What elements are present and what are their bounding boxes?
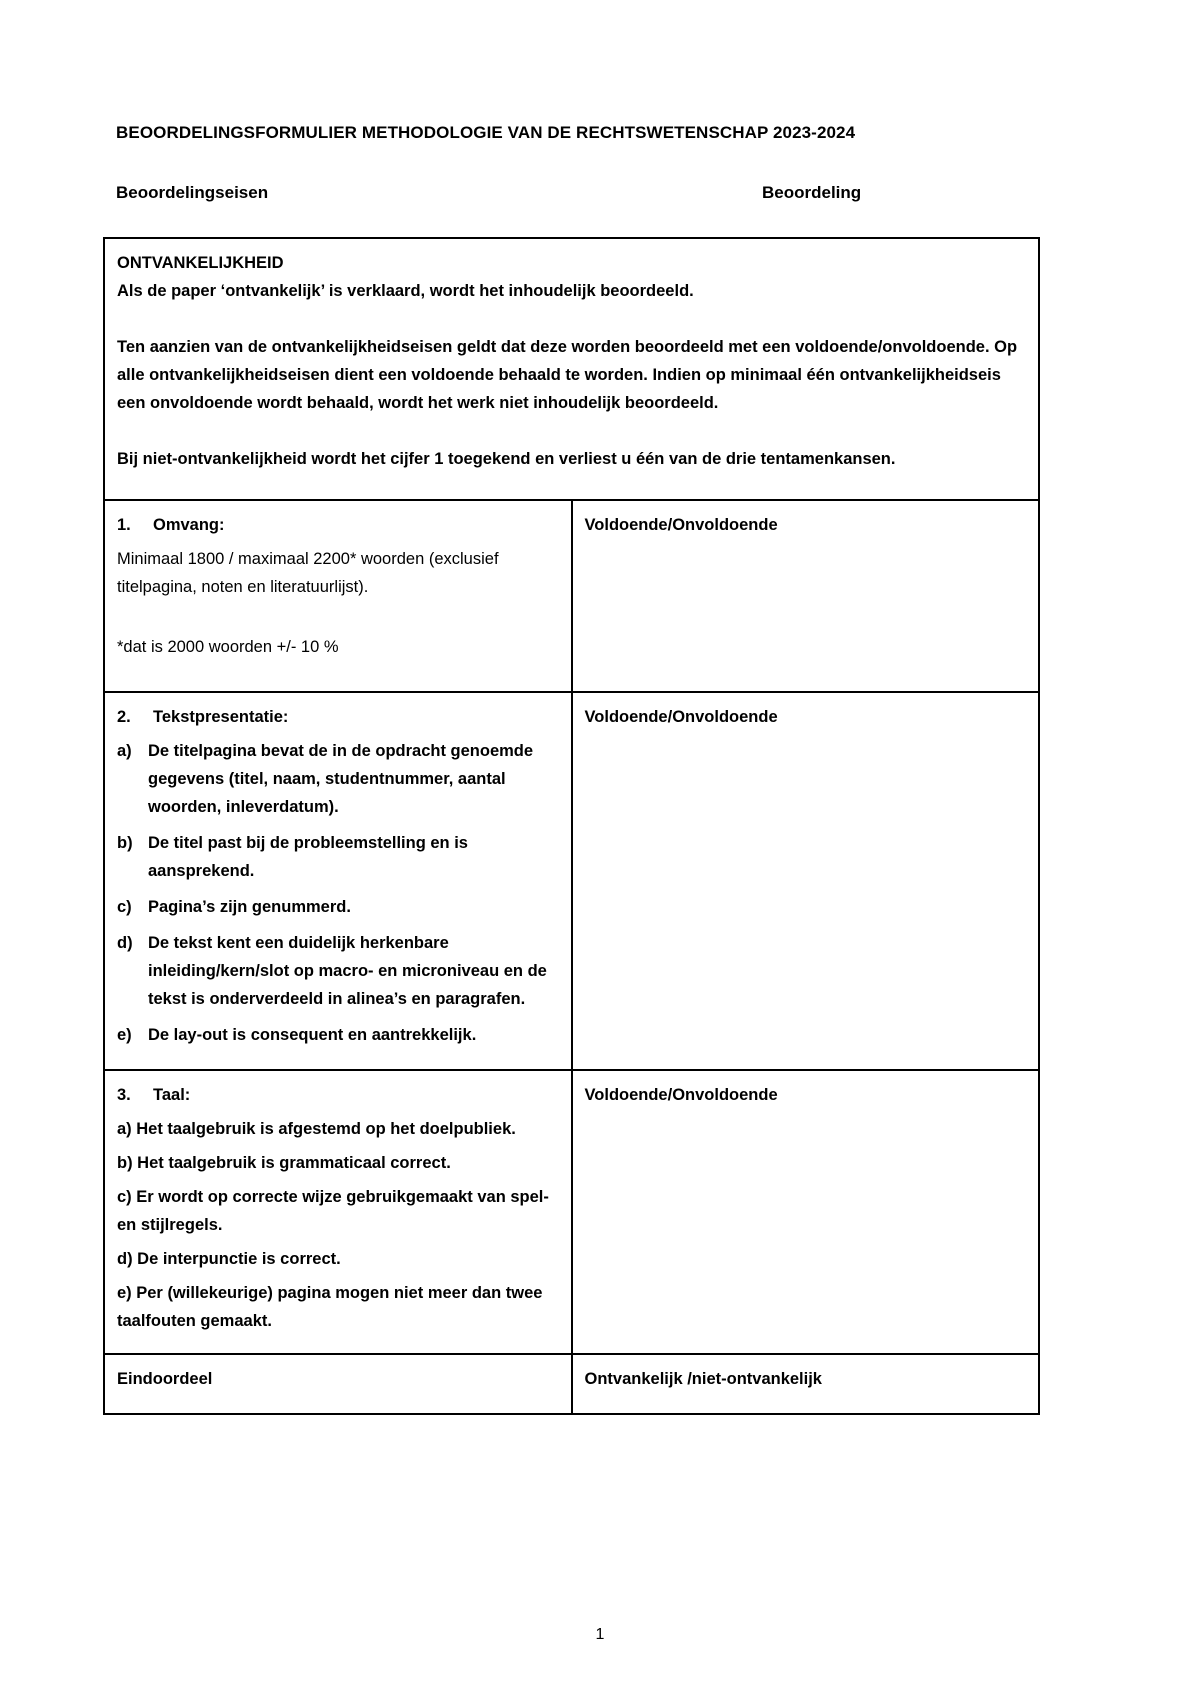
criterion-title: Tekstpresentatie: — [153, 708, 289, 726]
criterion-cell — [104, 692, 572, 1070]
list-item: e) De lay-out is consequent en aantrekkelijk. — [117, 1026, 477, 1044]
final-grade: Ontvankelijk /niet-ontvankelijk — [584, 1370, 822, 1388]
assessment-column-heading: Beoordeling — [762, 183, 862, 202]
criterion-row-tekstpresentatie — [104, 692, 1039, 1070]
criterion-number: 1. — [117, 516, 131, 534]
criterion-note: *dat is 2000 woorden +/- 10 % — [117, 638, 339, 656]
criterion-title: Omvang: — [153, 516, 225, 534]
assessment-table — [103, 237, 1040, 1415]
admissibility-row — [104, 238, 1039, 500]
criterion-row-taal — [104, 1070, 1039, 1354]
page-title: BEOORDELINGSFORMULIER METHODOLOGIE VAN DE RECHTSWETENSCHAP 2023-2024 — [116, 123, 856, 142]
criteria-column-heading: Beoordelingseisen — [116, 183, 269, 202]
final-row — [104, 1354, 1039, 1414]
admissibility-heading: ONTVANKELIJKHEID — [117, 254, 284, 272]
page-number: 1 — [595, 1626, 605, 1643]
criterion-list — [117, 1115, 559, 1335]
final-label-cell — [104, 1354, 572, 1414]
admissibility-consequence: Bij niet-ontvankelijkheid wordt het cijfer 1 toegekend en verliest u één van de drie tentamenkansen. — [117, 450, 896, 468]
list-item: a) De titelpagina bevat de in de opdracht genoemde gegevens (titel, naam, studentnummer, aantal woorden, inleverdatum). — [117, 742, 534, 816]
grade-cell — [572, 692, 1040, 1070]
criterion-number: 2. — [117, 708, 131, 726]
list-item: d) De interpunctie is correct. — [117, 1250, 341, 1268]
criterion-number: 3. — [117, 1086, 131, 1104]
admissibility-cell — [104, 238, 1039, 500]
grade-value: Voldoende/Onvoldoende — [584, 516, 778, 534]
criterion-heading — [117, 1081, 559, 1109]
criterion-title: Taal: — [153, 1086, 191, 1104]
final-grade-cell — [572, 1354, 1040, 1414]
criterion-heading — [117, 703, 559, 731]
list-item: c) Er wordt op correcte wijze gebruikgemaakt van spel- en stijlregels. — [117, 1188, 549, 1234]
list-item: b) De titel past bij de probleemstelling en is aansprekend. — [117, 834, 468, 880]
admissibility-intro: Als de paper ‘ontvankelijk’ is verklaard, wordt het inhoudelijk beoordeeld. — [117, 282, 694, 300]
list-item: a) Het taalgebruik is afgestemd op het doelpubliek. — [117, 1120, 516, 1138]
criterion-heading — [117, 511, 559, 539]
criterion-cell — [104, 1070, 572, 1354]
list-item: b) Het taalgebruik is grammaticaal correct. — [117, 1154, 451, 1172]
list-item: c) Pagina’s zijn genummerd. — [117, 898, 351, 916]
grade-cell — [572, 1070, 1040, 1354]
list-item: d) De tekst kent een duidelijk herkenbare inleiding/kern/slot op macro- en microniveau en de tekst is onderverdeeld in alinea’s en paragrafen. — [117, 934, 547, 1008]
final-label: Eindoordeel — [117, 1370, 213, 1388]
criterion-text: Minimaal 1800 / maximaal 2200* woorden (exclusief titelpagina, noten en literatuurlijst). — [117, 550, 499, 596]
admissibility-paragraph: Ten aanzien van de ontvankelijkheidseisen geldt dat deze worden beoordeeld met een voldoende/onvoldoende. Op alle ontvankelijkheidseisen dient een voldoende behaald te worden. Indien op minimaal één ontvankelijkheidseis een onvoldoende wordt behaald, wordt het werk niet inhoudelijk beoordeeld. — [117, 338, 1018, 412]
grade-cell — [572, 500, 1040, 692]
grade-value: Voldoende/Onvoldoende — [584, 1086, 778, 1104]
grade-value: Voldoende/Onvoldoende — [584, 708, 778, 726]
list-item: e) Per (willekeurige) pagina mogen niet meer dan twee taalfouten gemaakt. — [117, 1284, 543, 1330]
criterion-row-omvang — [104, 500, 1039, 692]
criterion-cell — [104, 500, 572, 692]
criterion-list — [117, 737, 559, 1049]
